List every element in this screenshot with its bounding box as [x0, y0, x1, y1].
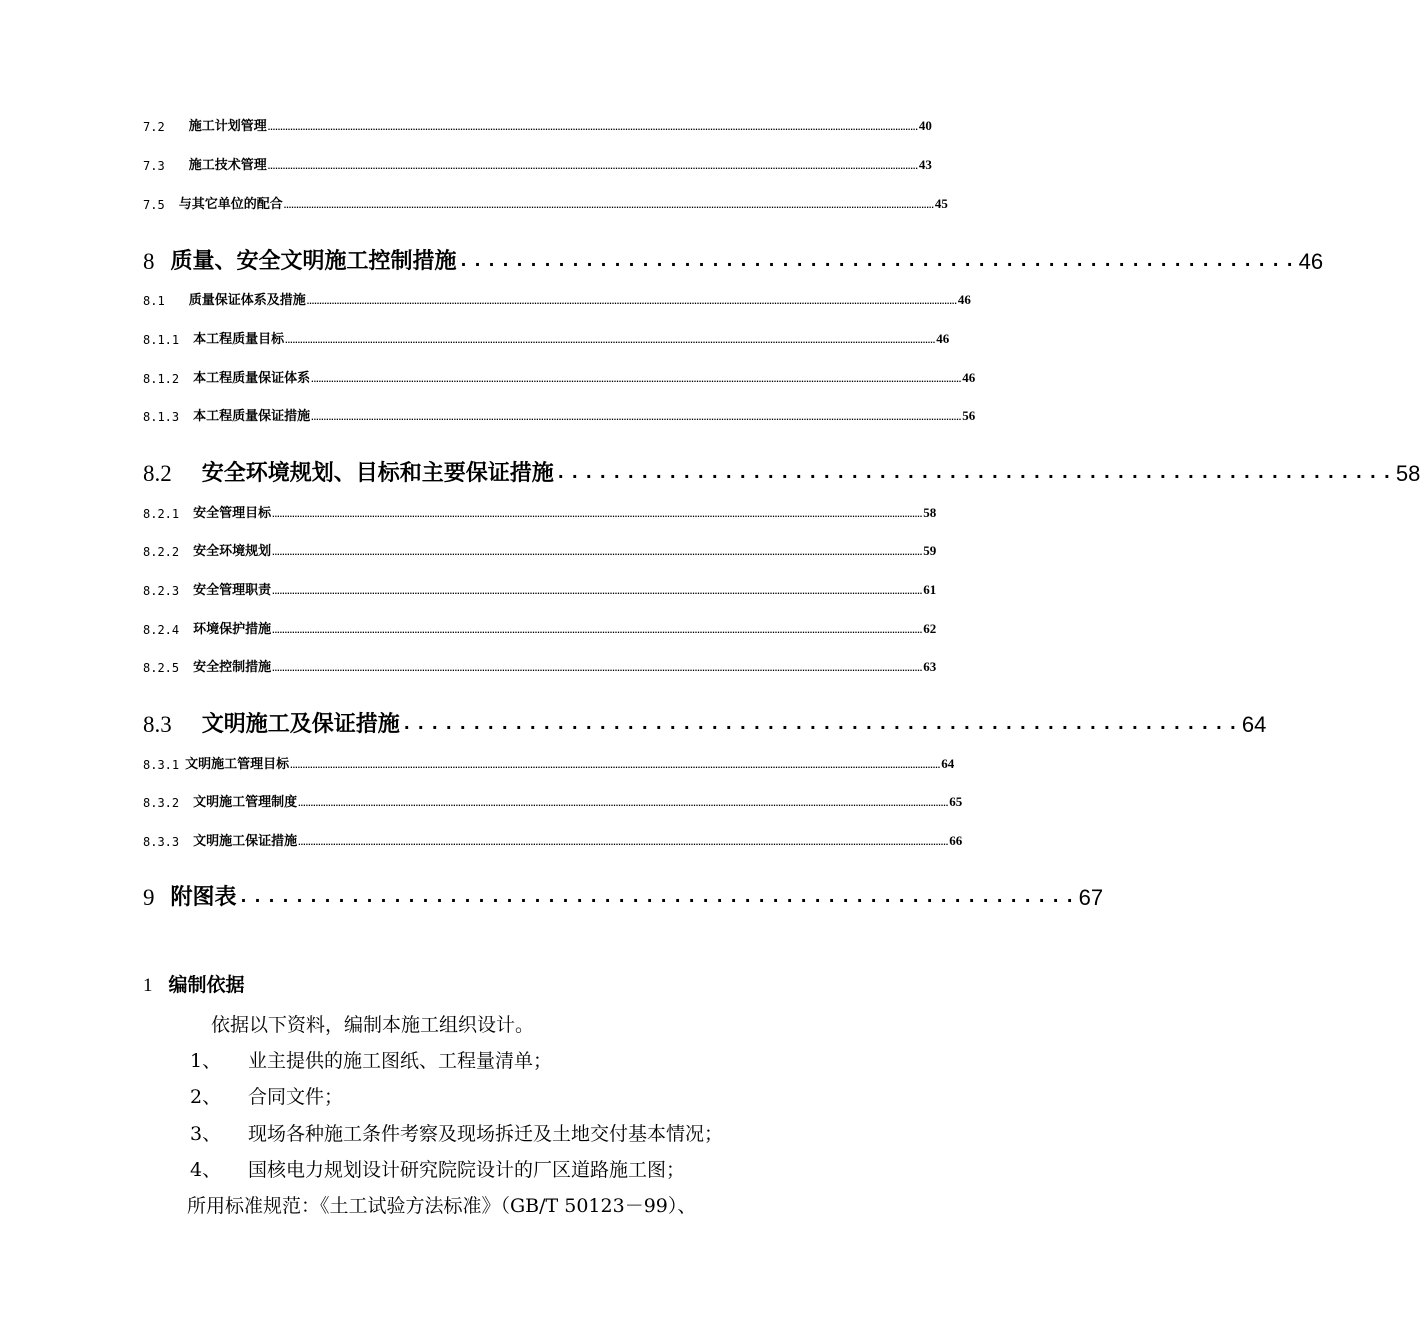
toc-leader-dots: ............................................................ — [400, 713, 1241, 736]
standards-paragraph: 所用标准规范：《土工试验方法标准》（GB/T 50123－99）、 — [187, 1195, 697, 1217]
toc-entry-page: 62 — [923, 621, 937, 636]
toc-entry[interactable] — [143, 831, 963, 849]
toc-entry-number: 8.2.4 — [143, 623, 180, 637]
toc-leader-dots: .................................................................................................................................................................................................................................................................... — [306, 296, 957, 306]
toc-leader-dots: ............................................................ — [554, 462, 1395, 485]
toc-leader-dots: .................................................................................................................................................................................................................................................................... — [272, 547, 923, 557]
toc-entry-number: 8 — [143, 249, 155, 274]
toc-entry-page: 46 — [962, 370, 976, 385]
toc-entry-title: 本工程质量保证体系 — [193, 371, 311, 386]
toc-leader-dots: .................................................................................................................................................................................................................................................................... — [272, 625, 923, 635]
toc-entry-number: 8.3.1 — [143, 758, 180, 772]
toc-entry-number: 8.2.1 — [143, 507, 180, 521]
list-item: 1、 业主提供的施工图纸、工程量清单； — [190, 1050, 553, 1072]
toc-leader-dots: .................................................................................................................................................................................................................................................................... — [272, 663, 923, 673]
toc-leader-dots: .................................................................................................................................................................................................................................................................... — [267, 122, 918, 132]
toc-entry-number: 8.1.2 — [143, 372, 180, 386]
toc-leader-dots: .................................................................................................................................................................................................................................................................... — [311, 412, 962, 422]
toc-entry-title: 本工程质量目标 — [193, 332, 285, 347]
toc-entry-title: 质量保证体系及措施 — [188, 293, 306, 308]
toc-entry[interactable] — [143, 657, 937, 675]
toc-entry[interactable] — [143, 580, 937, 598]
toc-leader-dots: .................................................................................................................................................................................................................................................................... — [298, 837, 949, 847]
toc-entry[interactable] — [143, 792, 963, 810]
toc-entry-title: 本工程质量保证措施 — [193, 409, 311, 424]
toc-entry[interactable] — [143, 541, 937, 559]
toc-entry-title: 文明施工保证措施 — [193, 834, 298, 849]
toc-entry-page: 46 — [957, 292, 971, 307]
toc-entry-number: 8.2 — [143, 461, 172, 486]
toc-entry-number: 8.3 — [143, 712, 172, 737]
toc-entry-number: 8.2.5 — [143, 661, 180, 675]
toc-entry[interactable] — [143, 455, 1420, 487]
section-heading — [143, 970, 245, 997]
toc-entry-page: 61 — [923, 582, 937, 597]
toc-entry-page: 43 — [918, 157, 932, 172]
toc-entry-title: 与其它单位的配合 — [178, 197, 283, 212]
intro-paragraph: 依据以下资料，编制本施工组织设计。 — [211, 1014, 535, 1036]
toc-entry-title: 安全管理目标 — [193, 506, 272, 521]
toc-entry[interactable] — [143, 116, 932, 134]
toc-leader-dots: .................................................................................................................................................................................................................................................................... — [267, 161, 918, 171]
toc-entry[interactable] — [143, 155, 932, 173]
toc-entry-page: 45 — [934, 196, 948, 211]
toc-leader-dots: .................................................................................................................................................................................................................................................................... — [285, 335, 936, 345]
toc-entry-page: 63 — [923, 659, 937, 674]
toc-entry-title: 文明施工管理目标 — [185, 757, 290, 772]
toc-leader-dots: ............................................................ — [457, 250, 1298, 273]
toc-entry[interactable] — [143, 503, 937, 521]
list-item: 3、 现场各种施工条件考察及现场拆迁及土地交付基本情况； — [190, 1123, 724, 1145]
toc-entry[interactable] — [143, 879, 1104, 911]
toc-entry-number: 7.3 — [143, 159, 165, 173]
toc-entry-title: 安全环境规划 — [193, 544, 272, 559]
toc-entry-number: 8.1.1 — [143, 333, 180, 347]
toc-entry-number: 7.2 — [143, 120, 165, 134]
toc-entry-title: 施工技术管理 — [188, 158, 267, 173]
toc-entry-number: 7.5 — [143, 198, 165, 212]
toc-entry-page: 56 — [962, 408, 976, 423]
toc-entry[interactable] — [143, 619, 937, 637]
toc-leader-dots: .................................................................................................................................................................................................................................................................... — [290, 760, 941, 770]
toc-entry-page: 64 — [1241, 712, 1267, 737]
toc-leader-dots: .................................................................................................................................................................................................................................................................... — [311, 374, 962, 384]
toc-leader-dots: .................................................................................................................................................................................................................................................................... — [272, 586, 923, 596]
toc-entry-number: 8.3.2 — [143, 796, 180, 810]
toc-entry-number: 8.2.2 — [143, 545, 180, 559]
toc-entry-title: 安全控制措施 — [193, 660, 272, 675]
toc-entry-title: 文明施工管理制度 — [193, 795, 298, 810]
toc-leader-dots: .................................................................................................................................................................................................................................................................... — [283, 200, 934, 210]
toc-entry-title: 安全管理职责 — [193, 583, 272, 598]
toc-leader-dots: ............................................................ — [237, 886, 1078, 909]
toc-entry-number: 8.3.3 — [143, 835, 180, 849]
toc-entry-page: 58 — [923, 505, 937, 520]
section-number: 1 — [143, 975, 153, 996]
toc-entry-page: 64 — [941, 756, 955, 771]
toc-entry[interactable] — [143, 290, 971, 308]
toc-entry-page: 46 — [936, 331, 950, 346]
toc-entry-title: 文明施工及保证措施 — [201, 712, 400, 737]
toc-entry-title: 质量、安全文明施工控制措施 — [170, 249, 457, 274]
toc-entry-title: 施工计划管理 — [188, 119, 267, 134]
toc-entry[interactable] — [143, 329, 950, 347]
toc-entry-page: 46 — [1298, 249, 1324, 274]
toc-entry-number: 8.1.3 — [143, 410, 180, 424]
toc-entry[interactable] — [143, 754, 955, 772]
section-title: 编制依据 — [168, 974, 245, 996]
toc-entry-page: 58 — [1395, 461, 1420, 486]
toc-entry[interactable] — [143, 706, 1267, 738]
toc-leader-dots: .................................................................................................................................................................................................................................................................... — [298, 798, 949, 808]
toc-entry[interactable] — [143, 368, 976, 386]
toc-entry-title: 附图表 — [170, 885, 237, 910]
toc-entry-number: 9 — [143, 885, 155, 910]
toc-entry-page: 67 — [1078, 885, 1104, 910]
toc-entry-page: 66 — [949, 833, 963, 848]
toc-entry-page: 59 — [923, 543, 937, 558]
toc-entry[interactable] — [143, 194, 948, 212]
list-item: 4、 国核电力规划设计研究院院设计的厂区道路施工图； — [190, 1159, 686, 1181]
toc-entry-title: 安全环境规划、目标和主要保证措施 — [201, 461, 554, 486]
toc-entry[interactable] — [143, 406, 976, 424]
toc-entry-number: 8.1 — [143, 294, 165, 308]
toc-entry[interactable] — [143, 243, 1324, 275]
list-item: 2、 合同文件； — [190, 1086, 344, 1108]
toc-entry-page: 65 — [949, 794, 963, 809]
toc-entry-title: 环境保护措施 — [193, 622, 272, 637]
toc-entry-number: 8.2.3 — [143, 584, 180, 598]
toc-leader-dots: .................................................................................................................................................................................................................................................................... — [272, 509, 923, 519]
toc-entry-page: 40 — [918, 118, 932, 133]
